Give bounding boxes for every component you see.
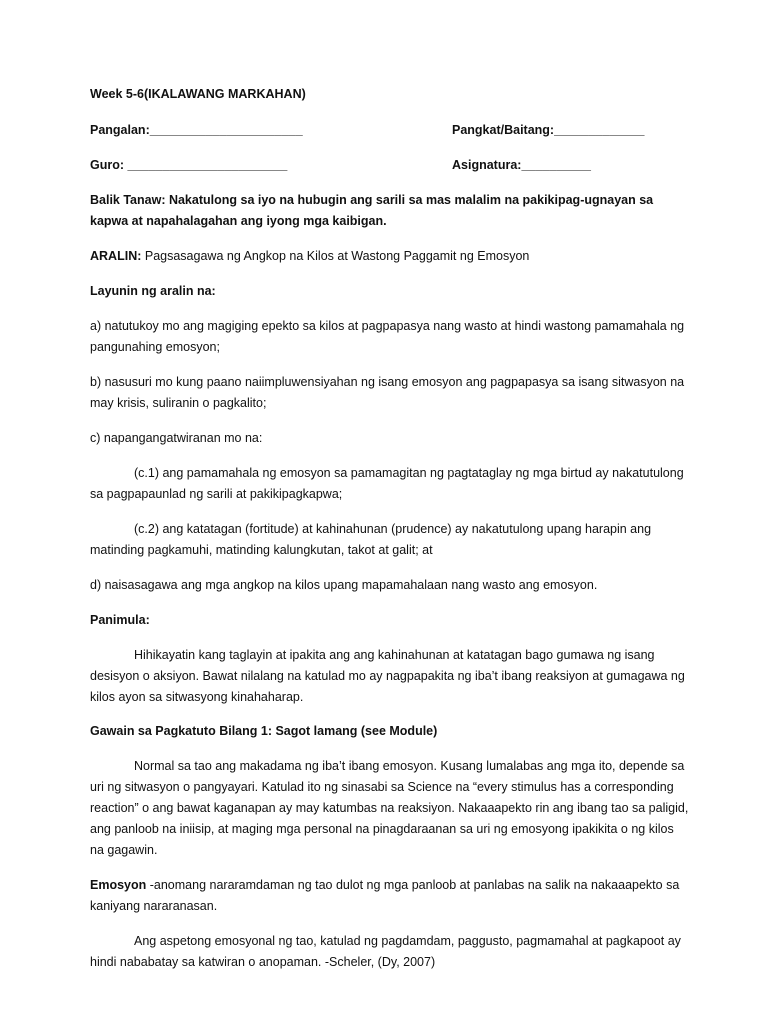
emosyon-definition-text: -anomang nararamdaman ng tao dulot ng mga panloob at panlabas na salik na nakaaapekto sa kaniyang nararanasan. <box>90 878 680 913</box>
panimula-heading: Panimula: <box>90 613 150 627</box>
objective-d: d) naisasagawa ang mga angkop na kilos upang mapamahalaan nang wasto ang emosyon. <box>90 578 598 592</box>
document-body <box>90 84 690 987</box>
objective-c2: (c.2) ang katatagan (fortitude) at kahinahunan (prudence) ay nakatutulong upang harapin ang matinding pagkamuhi, matinding kalungkutan, takot at galit; at <box>90 522 652 557</box>
objective-a: a) natutukoy mo ang magiging epekto sa kilos at pagpapasya nang wasto at hindi wastong pamamahala ng pangunahing emosyon; <box>90 319 685 354</box>
emosyon-definition <box>90 875 690 917</box>
pangalan-field[interactable]: Pangalan:______________________ <box>90 123 303 137</box>
document-title: Week 5-6(IKALAWANG MARKAHAN) <box>90 87 306 101</box>
objective-c: c) napangangatwiranan mo na: <box>90 431 263 445</box>
name-row <box>90 120 690 141</box>
teacher-row <box>90 155 690 176</box>
objective-c1: (c.1) ang pamamahala ng emosyon sa pamamagitan ng pagtataglay ng mga birtud ay nakatutulong sa pagpapaunlad ng sarili at pakikipagkapwa; <box>90 466 684 501</box>
aralin-paragraph <box>90 246 690 267</box>
emosyon-term: Emosyon <box>90 878 147 892</box>
gawain-heading: Gawain sa Pagkatuto Bilang 1: Sagot lamang (see Module) <box>90 724 438 738</box>
closing-quote: Ang aspetong emosyonal ng tao, katulad ng pagdamdam, paggusto, pagmamahal at pagkapoot ay hindi nababatay sa katwiran o anopaman. -Scheler, (Dy, 2007) <box>90 934 681 969</box>
aralin-label: ARALIN: <box>90 249 142 263</box>
asignatura-field[interactable]: Asignatura:__________ <box>452 158 591 172</box>
layunin-heading: Layunin ng aralin na: <box>90 284 216 298</box>
balik-tanaw-label: Balik Tanaw: <box>90 193 166 207</box>
objective-b: b) nasusuri mo kung paano naiimpluwensiyahan ng isang emosyon ang pagpapasya sa isang sitwasyon na may krisis, suliranin o pagkalito; <box>90 375 685 410</box>
gawain-text: Normal sa tao ang makadama ng iba’t ibang emosyon. Kusang lumalabas ang mga ito, depende sa uri ng sitwasyon o pangyayari. Katulad ito ng sinasabi sa Science na “every stimulus has a corresponding reaction” o ang bawat kaganapan ay may katumbas na reaksiyon. Nakaaapekto rin ang ibang tao sa paligid, ang panloob na iniisip, at maging mga personal na pinagdaraanan sa uri ng emosyong ipakikita o ng kilos na gagawin. <box>90 759 689 857</box>
balik-tanaw-text: Nakatulong sa iyo na hubugin ang sarili sa mas malalim na pakikipag-ugnayan sa kapwa at napahalagahan ang iyong mga kaibigan. <box>90 193 654 228</box>
panimula-text: Hihikayatin kang taglayin at ipakita ang ang kahinahunan at katatagan bago gumawa ng isang desisyon o aksiyon. Bawat nilalang na katulad mo ay nagpapakita ng iba’t ibang reaksiyon at gumagawa ng kilos ayon sa sitwasyong kinahaharap. <box>90 648 685 704</box>
aralin-text: Pagsasagawa ng Angkop na Kilos at Wastong Paggamit ng Emosyon <box>141 249 530 263</box>
balik-tanaw-paragraph <box>90 190 690 232</box>
pangkat-field[interactable]: Pangkat/Baitang:_____________ <box>452 123 645 137</box>
guro-field[interactable]: Guro: _______________________ <box>90 158 288 172</box>
